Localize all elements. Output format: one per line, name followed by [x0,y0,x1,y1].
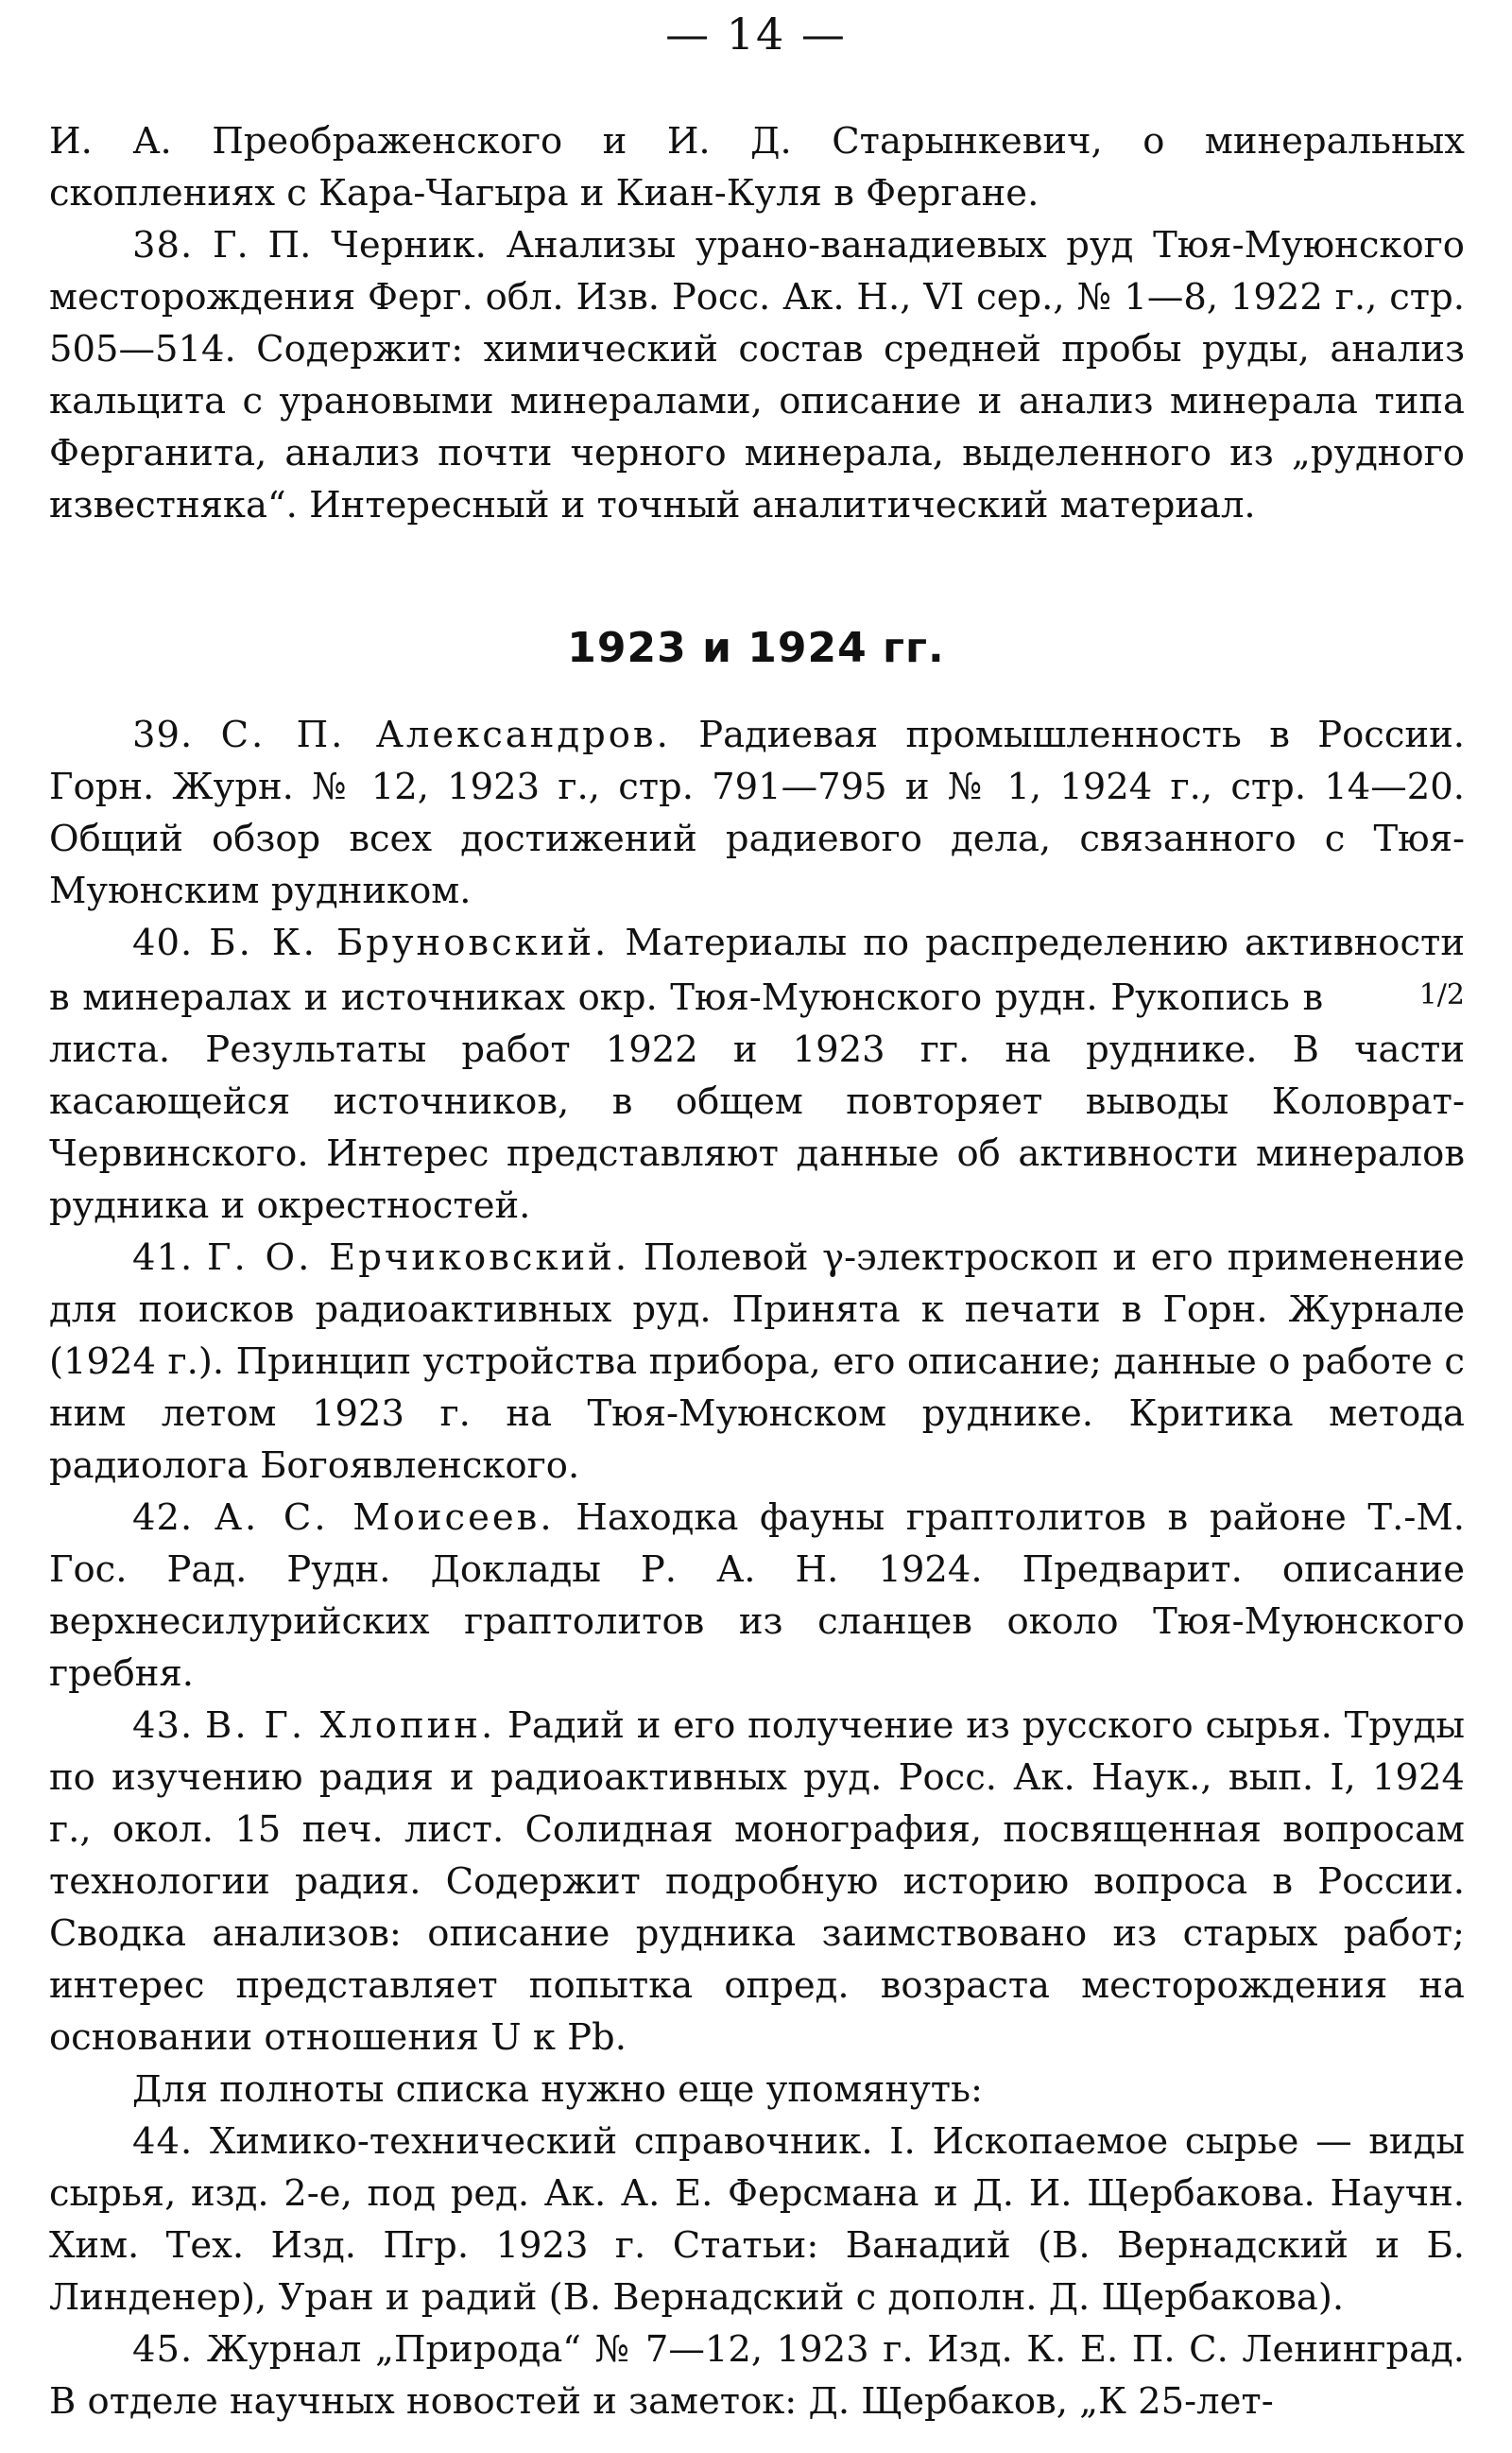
bibliography-entry-45 [49,2323,1465,2427]
entry-number: 38. [132,224,194,267]
bibliography-entry-39 [49,709,1465,917]
entry-text: Находка фауны граптолитов в районе Т.-М. Гос. Рад. Рудн. Доклады Р. А. Н. 1924. Предварит. описание верхнесилурийских граптолитов из сланцев около Тюя-Муюнского гребня. [49,1496,1465,1695]
continuation-paragraph: И. А. Преображенского и И. Д. Старынкевич, о минеральных скоплениях с Кара-Чагыра и Киан-Куля в Фергане. [49,120,1465,215]
section-heading-years: 1923 и 1924 гг. [567,624,945,672]
entry-number: 45. [132,2328,194,2371]
entry-author: Г. П. Черник. [213,224,487,267]
entry-author: Г. О. Ерчиковский. [207,1236,630,1279]
main-section [49,709,1465,2427]
fraction-half: 1/2 [1418,978,1465,1011]
entry-text: Полевой γ-электроскоп и его применение для поисков радиоактивных руд. Принята к печати в Горн. Журнале (1924 г.). Принцип устройства прибора, его описание; данные о работе с ним летом 1923 г. на Тюя-Муюнском руднике. Критика метода радиолога Богоявленского. [49,1236,1465,1487]
entry-number: 39. [132,714,194,756]
entry-author: С. П. Александров. [220,714,671,756]
bibliography-entry-43 [49,1700,1465,2064]
bibliography-entry-41 [49,1232,1465,1492]
completeness-note: Для полноты списка нужно еще упомянуть: [132,2068,983,2111]
top-section [49,115,1465,531]
entry-author: А. С. Моисеев. [214,1496,555,1539]
entry-number: 43. [132,1704,194,1747]
entry-author: В. Г. Хлопин. [205,1704,496,1747]
bibliography-entry-38 [49,219,1465,531]
entry-text: Журнал „Природа“ № 7—12, 1923 г. Изд. К. Е. П. С. Ленинград. В отделе научных новостей и заметок: Д. Щербаков, „К 25-лет- [49,2328,1465,2423]
entry-text: Анализы урано-ванадиевых руд Тюя-Муюнского месторождения Ферг. обл. Изв. Росс. Ак. Н., VI сер., № 1—8, 1922 г., стр. 505—514. Содержит: химический состав средней пробы руды, анализ кальцита с урановыми минералами, описание и анализ минерала типа Ферганита, анализ почти черного минерала, выделенного из „рудного известняка“. Интересный и точный аналитический материал. [49,224,1465,527]
bibliography-entry-44 [49,2116,1465,2323]
entry-text: Химико-технический справочник. I. Ископаемое сырье — виды сырья, изд. 2-е, под ред. Ак. А. Е. Ферсмана и Д. И. Щербакова. Научн. Хим. Тех. Изд. Пгр. 1923 г. Статьи: Ванадий (В. Вернадский и Б. Линденер), Уран и радий (В. Вернадский с дополн. Д. Щербакова). [49,2120,1465,2319]
entry-number: 41. [132,1236,194,1279]
entry-number: 44. [132,2120,194,2163]
bibliography-entry-42 [49,1492,1465,1700]
entry-number: 42. [132,1496,194,1539]
entry-text: Материалы по распределению активности в минералах и источниках окр. Тюя-Муюнского рудн. Рукопись в [49,922,1465,1019]
entry-text: Радий и его получение из русского сырья. Труды по изучению радия и радиоактивных руд. Росс. Ак. Наук., вып. I, 1924 г., окол. 15 печ. лист. Солидная монография, посвященная вопросам технологии радия. Содержит подробную историю вопроса в России. Сводка анализов: описание рудника заимствовано из старых работ; интерес представляет попытка опред. возраста месторождения на основании отношения U к Pb. [49,1704,1465,2059]
page-number: — 14 — [665,9,847,60]
entry-text: Радиевая промышленность в России. Горн. Журн. № 12, 1923 г., стр. 791—795 и № 1, 1924 г., стр. 14—20. Общий обзор всех достижений радиевого дела, связанного с Тюя-Муюнским рудником. [49,714,1465,912]
entry-text-continued: листа. Результаты работ 1922 и 1923 гг. на руднике. В части касающейся источников, в общем повторяет выводы Коловрат-Червинского. Интерес представляют данные об активности минералов рудника и окрестностей. [49,1028,1465,1227]
entry-author: Б. К. Бруновский. [209,922,610,964]
entry-number: 40. [132,922,194,964]
bibliography-entry-40 [49,917,1465,1232]
